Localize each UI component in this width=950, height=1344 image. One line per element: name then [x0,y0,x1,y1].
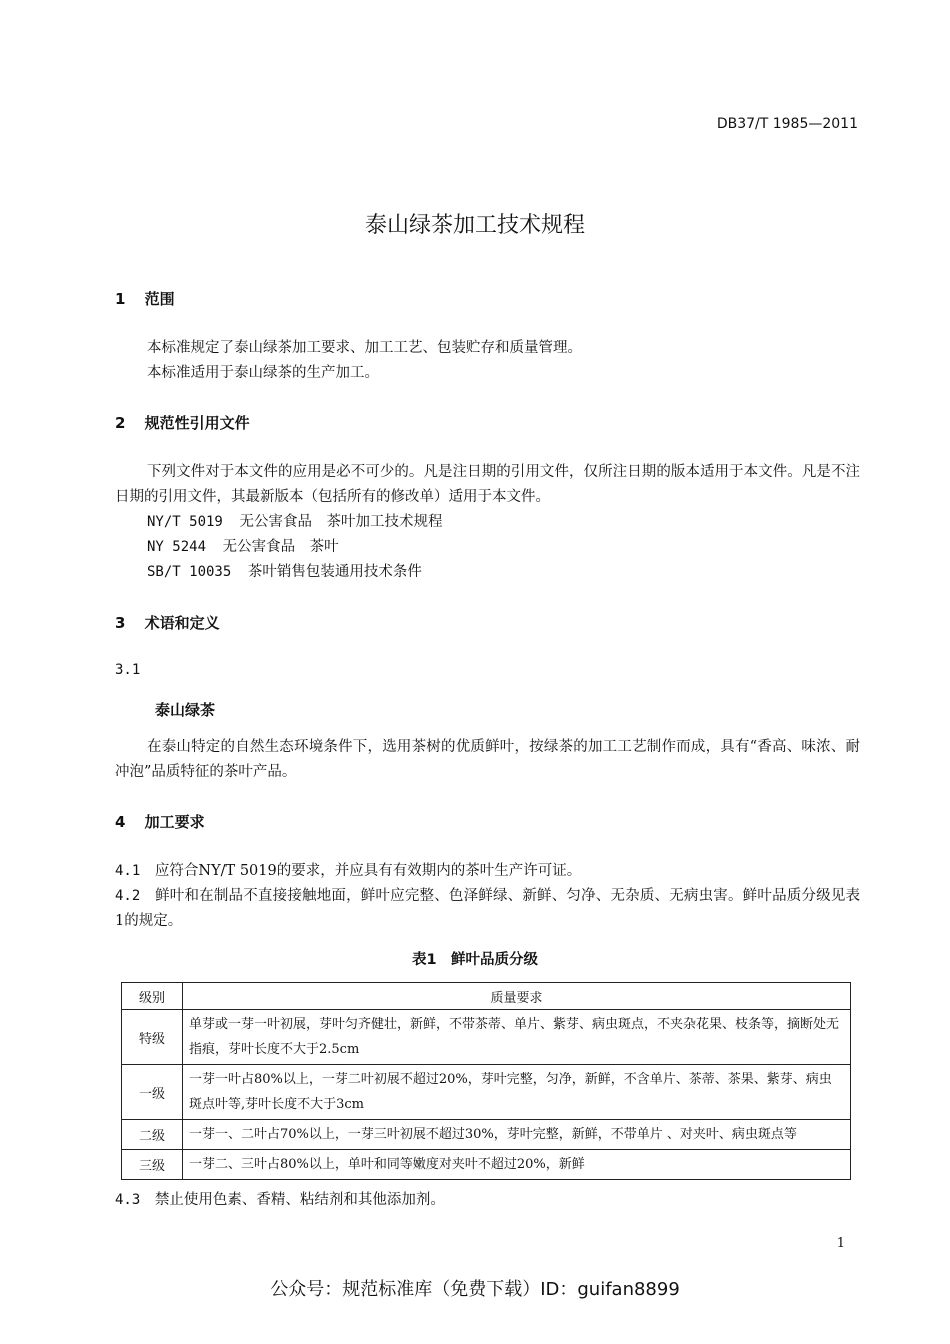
table-row [122,1120,851,1150]
requirement-cell: 一芽一、二叶占70%以上，一芽三叶初展不超过30%，芽叶完整，新鲜，不带单片 、对夹叶、病虫斑点等 [183,1120,851,1150]
section-title: 规范性引用文件 [144,414,250,432]
subsection-number: 3.1 [115,662,141,678]
table-row [122,1010,851,1065]
reference-item [147,560,422,585]
section-1-paragraph: 本标准适用于泰山绿茶的生产加工。 [147,365,379,381]
section-number: 1 [115,290,126,308]
section-1-heading [115,288,175,309]
grade-cell: 三级 [122,1150,183,1180]
table-row [122,1065,851,1120]
section-2-intro: 下列文件对于本文件的应用是必不可少的。凡是注日期的引用文件，仅所注日期的版本适用于本文件。凡是不注日期的引用文件，其最新版本（包括所有的修改单）适用于本文件。 [115,464,860,505]
table-row [122,1150,851,1180]
section-title: 术语和定义 [144,614,220,632]
document-code: DB37/T 1985—2011 [716,116,858,132]
section-title: 范围 [144,290,175,308]
term-name: 泰山绿茶 [155,701,216,719]
term-definition: 在泰山特定的自然生态环境条件下，选用茶树的优质鲜叶，按绿茶的加工工艺制作而成，具有“香高、味浓、耐冲泡”品质特征的茶叶产品。 [115,739,860,780]
reference-item [147,535,339,560]
table-header-row [122,983,851,1010]
reference-code: NY 5244 [147,539,207,555]
table-header-requirement: 质量要求 [183,983,851,1010]
grade-cell: 特级 [122,1010,183,1065]
reference-title: 无公害食品 茶叶加工技术规程 [239,514,443,530]
requirement-cell: 单芽或一芽一叶初展，芽叶匀齐健壮，新鲜，不带茶蒂、单片、紫芽、病虫斑点，不夹杂花果、枝条等，摘断处无指痕，芽叶长度不大于2.5cm [183,1010,851,1065]
clause-number: 4.2 [115,888,141,904]
grade-cell: 一级 [122,1065,183,1120]
requirement-cell: 一芽一叶占80%以上，一芽二叶初展不超过20%，芽叶完整，匀净，新鲜，不含单片、茶蒂、茶果、紫芽、病虫斑点叶等,芽叶长度不大于3cm [183,1065,851,1120]
clause-text: 鲜叶和在制品不直接接触地面，鲜叶应完整、色泽鲜绿、新鲜、匀净、无杂质、无病虫害。鲜叶品质分级见表1的规定。 [115,888,861,929]
quality-grade-table [121,982,851,1180]
clause-4-1 [115,859,581,884]
clause-4-2 [115,884,860,934]
requirement-cell: 一芽二、三叶占80%以上，单叶和同等嫩度对夹叶不超过20%，新鲜 [183,1150,851,1180]
grade-cell: 二级 [122,1120,183,1150]
table-header-grade: 级别 [122,983,183,1010]
section-title: 加工要求 [144,813,205,831]
table-caption: 表1 鲜叶品质分级 [411,952,539,968]
reference-title: 茶叶销售包装通用技术条件 [247,564,422,580]
section-2-heading [115,412,250,433]
clause-text: 应符合NY/T 5019的要求，并应具有有效期内的茶叶生产许可证。 [154,863,582,879]
page-number: 1 [836,1236,845,1251]
reference-code: NY/T 5019 [147,514,223,530]
reference-item [147,510,442,535]
section-4-heading [115,811,205,832]
clause-number: 4.1 [115,863,141,879]
section-3-heading [115,612,220,633]
reference-title: 无公害食品 茶叶 [222,539,339,555]
document-title: 泰山绿茶加工技术规程 [364,213,585,238]
section-number: 4 [115,813,126,831]
clause-4-3 [115,1188,445,1213]
reference-code: SB/T 10035 [147,564,232,580]
section-number: 2 [115,414,126,432]
clause-text: 禁止使用色素、香精、粘结剂和其他添加剂。 [154,1192,445,1208]
clause-number: 4.3 [115,1192,141,1208]
footer-banner: 公众号：规范标准库（免费下载）ID：guifan8899 [270,1279,680,1300]
section-1-paragraph: 本标准规定了泰山绿茶加工要求、加工工艺、包装贮存和质量管理。 [147,340,582,356]
section-number: 3 [115,614,126,632]
